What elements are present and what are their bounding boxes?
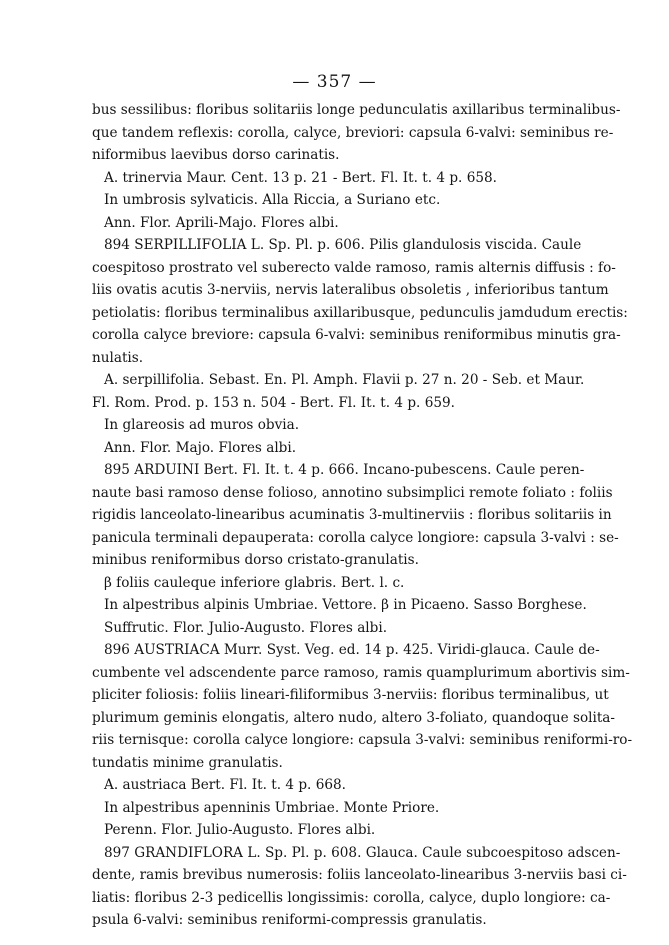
text-line: In glareosis ad muros obvia. — [104, 417, 300, 433]
text-line: A. serpillifolia. Sebast. En. Pl. Amph. Flavii p. 27 n. 20 - Seb. et Maur. — [104, 372, 585, 388]
text-line: cumbente vel adscendente parce ramoso, ramis quamplurimum abortivis sim- — [92, 664, 630, 681]
text-line: Perenn. Flor. Julio-Augusto. Flores albi. — [104, 822, 376, 838]
text-line: liatis: floribus 2-3 pedicellis longissimis: corolla, calyce, duplo longiore: ca- — [92, 889, 611, 906]
text-line: dente, ramis brevibus numerosis: foliis lanceolato-linearibus 3-nerviis basi ci- — [92, 867, 627, 883]
text-line: tundatis minime granulatis. — [92, 754, 283, 771]
text-line: In alpestribus alpinis Umbriae. Vettore. β in Picaeno. Sasso Borghese. — [104, 597, 587, 613]
text-line: 896 AUSTRIACA Murr. Syst. Veg. ed. 14 p. 425. Viridi-glauca. Caule de- — [104, 642, 600, 658]
text-line: bus sessilibus: floribus solitariis longe pedunculatis axillaribus terminalibus- — [92, 102, 621, 118]
text-line: rigidis lanceolato-linearibus acuminatis 3-multinerviis : floribus solitariis in — [92, 507, 612, 523]
text-line: In alpestribus apenninis Umbriae. Monte Priore. — [104, 799, 440, 816]
page-number: — 357 — — [292, 72, 377, 92]
text-line: minibus reniformibus dorso cristato-granulatis. — [92, 552, 419, 568]
text-line: A. austriaca Bert. Fl. It. t. 4 p. 668. — [104, 777, 346, 793]
text-line: liis ovatis acutis 3-nerviis, nervis lateralibus obsoletis , inferioribus tantum — [92, 282, 609, 298]
text-line: que tandem reflexis: corolla, calyce, breviori: capsula 6-valvi: seminibus re- — [92, 124, 614, 141]
text-line: β foliis cauleque inferiore glabris. Bert. l. c. — [104, 574, 405, 591]
text-line: plurimum geminis elongatis, altero nudo, altero 3-foliato, quandoque solita- — [92, 709, 616, 726]
text-line: coespitoso prostrato vel suberecto valde ramoso, ramis alternis diffusis : fo- — [92, 259, 616, 276]
text-line: corolla calyce breviore: capsula 6-valvi: seminibus reniformibus minutis gra- — [92, 327, 621, 343]
text-line: niformibus laevibus dorso carinatis. — [92, 147, 340, 163]
body-text — [92, 99, 633, 932]
text-line: psula 6-valvi: seminibus reniformi-compressis granulatis. — [92, 912, 487, 928]
text-line: pliciter foliosis: foliis lineari-filiformibus 3-nerviis: floribus terminalibus, ut — [92, 687, 609, 703]
text-line: 895 ARDUINI Bert. Fl. It. t. 4 p. 666. Incano-pubescens. Caule peren- — [104, 462, 585, 478]
text-line: Ann. Flor. Aprili-Majo. Flores albi. — [104, 214, 339, 231]
text-line: riis ternisque: corolla calyce longiore: capsula 3-valvi: seminibus reniformi-ro- — [92, 732, 633, 748]
text-line: 894 SERPILLIFOLIA L. Sp. Pl. p. 606. Pilis glandulosis viscida. Caule — [104, 237, 582, 253]
text-line: Suffrutic. Flor. Julio-Augusto. Flores albi. — [104, 619, 388, 636]
text-line: naute basi ramoso dense folioso, annotino subsimplici remote foliato : foliis — [92, 484, 613, 501]
text-line: 897 GRANDIFLORA L. Sp. Pl. p. 608. Glauca. Caule subcoespitoso adscen- — [104, 844, 621, 861]
text-line: A. trinervia Maur. Cent. 13 p. 21 - Bert. Fl. It. t. 4 p. 658. — [104, 169, 497, 186]
text-line: panicula terminali depauperata: corolla calyce longiore: capsula 3-valvi : se- — [92, 529, 619, 546]
text-line: Ann. Flor. Majo. Flores albi. — [104, 439, 297, 456]
text-line: Fl. Rom. Prod. p. 153 n. 504 - Bert. Fl. It. t. 4 p. 659. — [92, 394, 455, 411]
text-line: nulatis. — [92, 349, 144, 366]
text-line: In umbrosis sylvaticis. Alla Riccia, a Suriano etc. — [104, 192, 441, 208]
text-line: petiolatis: floribus terminalibus axillaribusque, pedunculis jamdudum erectis: — [92, 304, 628, 321]
